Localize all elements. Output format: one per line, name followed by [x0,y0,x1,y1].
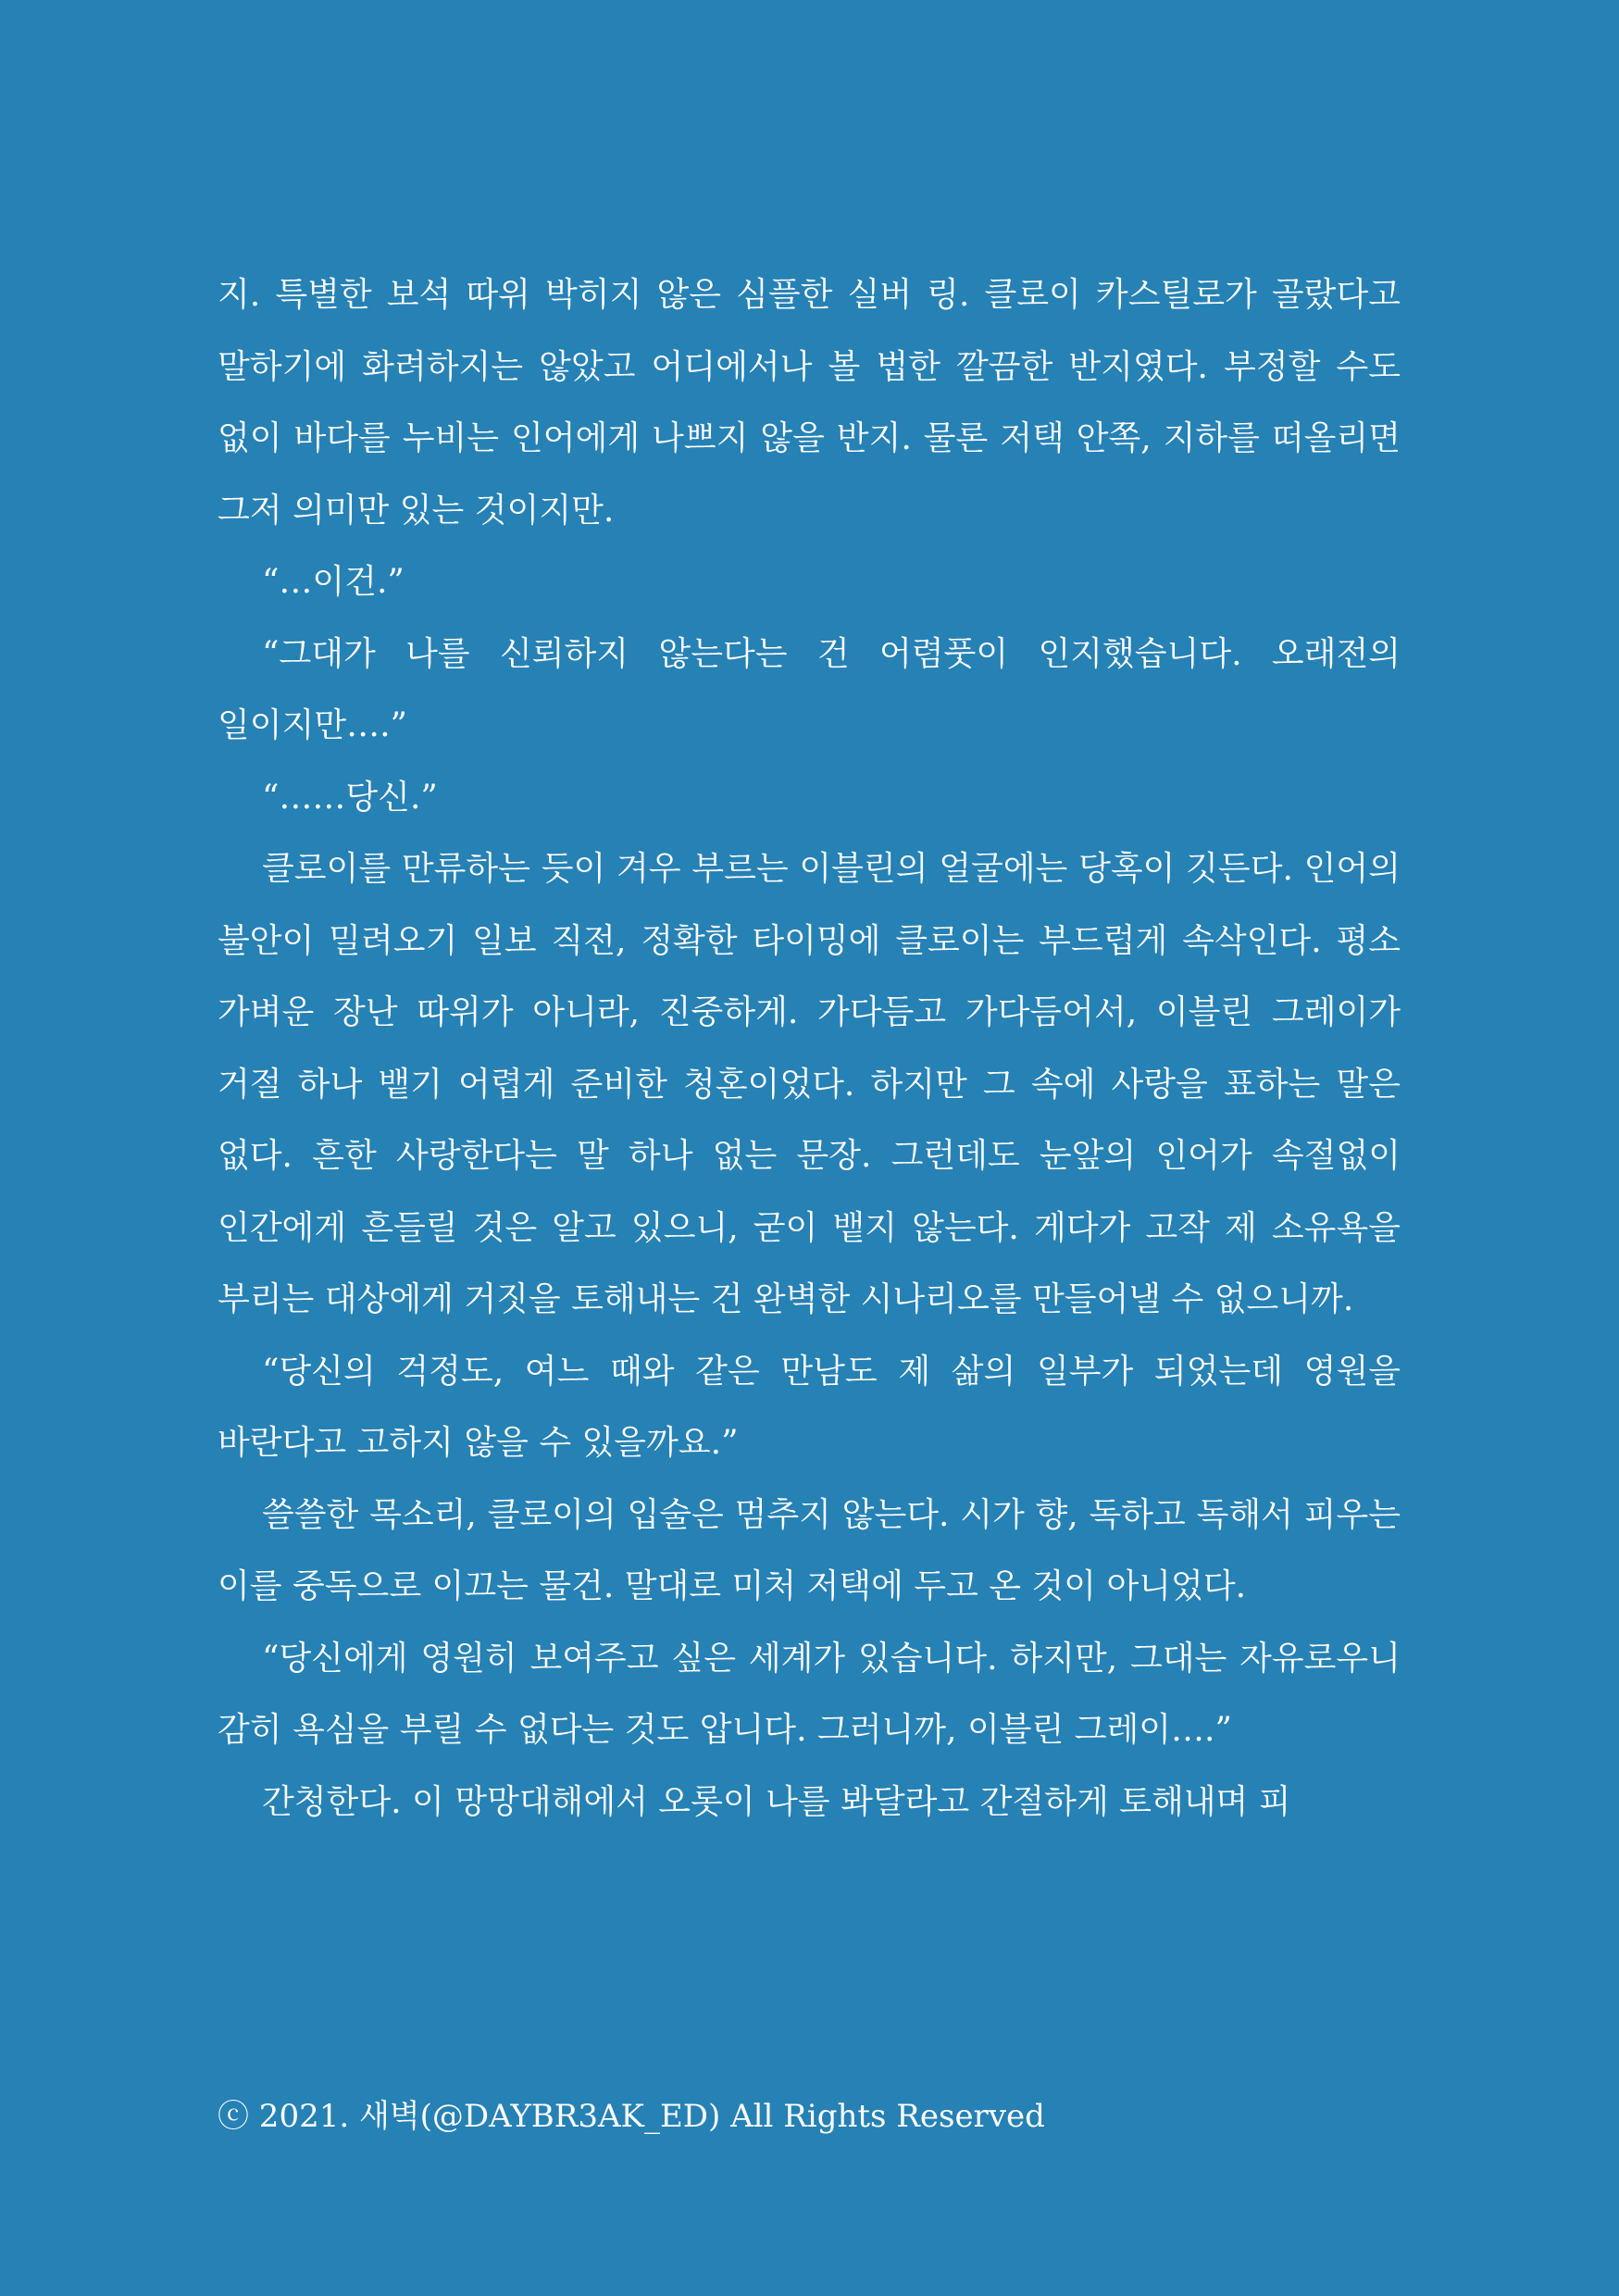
dialogue-paragraph: “당신의 걱정도, 여느 때와 같은 만남도 제 삶의 일부가 되었는데 영원을 바란다고 고하지 않을 수 있을까요.” [218,1352,1401,1462]
paragraph: 지. 특별한 보석 따위 박히지 않은 심플한 실버 링. 클로이 카스틸로가 골랐다고 말하기에 화려하지는 않았고 어디에서나 볼 법한 깔끔한 반지였다. 부정할 수도 없이 바다를 누비는 인어에게 나쁘지 않을 반지. 물론 저택 안쪽, 지하를 떠올리면 그저 의미만 있는 것이지만. [218,276,1401,530]
body-text [218,259,1401,1838]
dialogue-paragraph: “…이건.” [262,563,405,601]
paragraph: 쓸쓸한 목소리, 클로이의 입술은 멈추지 않는다. 시가 향, 독하고 독해서 피우는 이를 중독으로 이끄는 물건. 말대로 미처 저택에 두고 온 것이 아니었다. [218,1495,1401,1605]
dialogue-paragraph: “그대가 나를 신뢰하지 않는다는 건 어렴풋이 인지했습니다. 오래전의 일이지만….” [218,634,1401,744]
dialogue-paragraph: “……당신.” [262,778,438,817]
copyright-footer: ⓒ 2021. 새벽(@DAYBR3AK_ED) All Rights Reserved [218,2098,1045,2135]
paragraph: 클로이를 만류하는 듯이 겨우 부르는 이블린의 얼굴에는 당혹이 깃든다. 인어의 불안이 밀려오기 일보 직전, 정확한 타이밍에 클로이는 부드럽게 속삭인다. 평소 가벼운 장난 따위가 아니라, 진중하게. 가다듬고 가다듬어서, 이블린 그레이가 거절 하나 뱉기 어렵게 준비한 청혼이었다. 하지만 그 속에 사랑을 표하는 말은 없다. 흔한 사랑한다는 말 하나 없는 문장. 그런데도 눈앞의 인어가 속절없이 인간에게 흔들릴 것은 알고 있으니, 굳이 뱉지 않는다. 게다가 고작 제 소유욕을 부리는 대상에게 거짓을 토해내는 건 완벽한 시나리오를 만들어낼 수 없으니까. [218,850,1401,1318]
paragraph: 간청한다. 이 망망대해에서 오롯이 나를 봐달라고 간절하게 토해내며 피 [262,1782,1291,1821]
dialogue-paragraph: “당신에게 영원히 보여주고 싶은 세계가 있습니다. 하지만, 그대는 자유로우니 감히 욕심을 부릴 수 없다는 것도 압니다. 그러니까, 이블린 그레이….” [218,1639,1401,1749]
